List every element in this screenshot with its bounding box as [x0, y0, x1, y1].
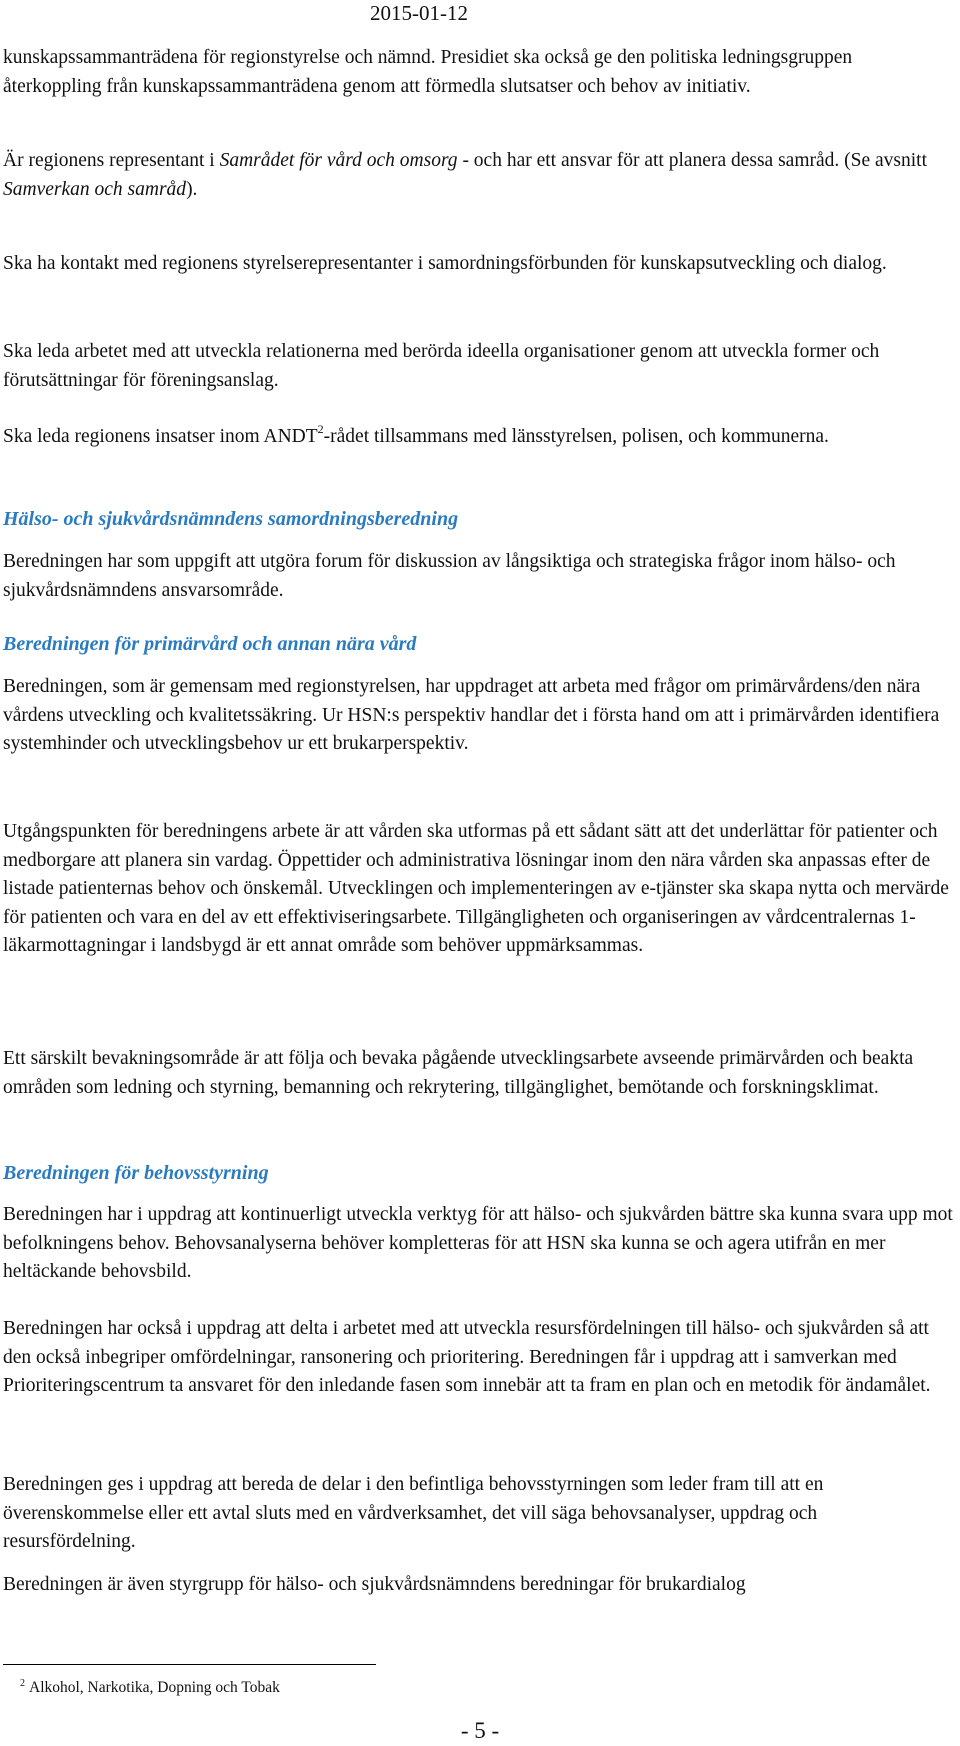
footnote-reference: 2 — [317, 422, 324, 436]
paragraph-10: Beredningen har i uppdrag att kontinuerligt utveckla verktyg för att hälso- och sjukvården bättre ska kunna svara upp mot befolkningens behov. Behovsanalyserna behöver kompletteras för att HSN ska kunna se och agera utifrån en mer heltäckande behovsbild. — [3, 1204, 953, 1282]
page-number: - 5 - — [460, 1718, 500, 1743]
paragraph-2: Är regionens representant i Samrådet för vård och omsorg - och har ett ansvar för att planera dessa samråd. (Se avsnitt Samverkan och samråd). — [3, 150, 928, 200]
heading-primarvard: Beredningen för primärvård och annan nära vård — [3, 633, 417, 655]
heading-samordningsberedning: Hälso- och sjukvårdsnämndens samordningsberedning — [3, 508, 459, 530]
footnote-number: 2 — [20, 1678, 25, 1689]
paragraph-7: Beredningen, som är gemensam med regionstyrelsen, har uppdraget att arbeta med frågor om primärvårdens/den nära vårdens utveckling och kvalitetssäkring. Ur HSN:s perspektiv handlar det i första hand om att i primärvården identifiera systemhinder och utvecklingsbehov ur ett brukarperspektiv. — [3, 676, 940, 754]
heading-behovsstyrning: Beredningen för behovsstyrning — [3, 1162, 269, 1184]
header-date: 2015-01-12 — [370, 1, 468, 25]
paragraph-12: Beredningen ges i uppdrag att bereda de delar i den befintliga behovsstyrningen som leder fram till att en överenskommelse eller ett avtal sluts med en vårdverksamhet, det vill säga behovsanalyser, uppdrag och resursfördelning. — [3, 1474, 824, 1552]
paragraph-13: Beredningen är även styrgrupp för hälso- och sjukvårdsnämndens beredningar för brukardialog — [3, 1574, 746, 1595]
paragraph-3: Ska ha kontakt med regionens styrelserepresentanter i samordningsförbunden för kunskapsutveckling och dialog. — [3, 253, 887, 274]
footnote — [20, 1674, 280, 1698]
paragraph-1: kunskapssammanträdena för regionstyrelse och nämnd. Presidiet ska också ge den politiska ledningsgruppen återkoppling från kunskapssammanträdena genom att förmedla slutsatser och behov av initiativ. — [3, 47, 853, 97]
paragraph-8: Utgångspunkten för beredningens arbete är att vården ska utformas på ett sådant sätt att det underlättar för patienter och medborgare att planera sin vardag. Öppettider och administrativa lösningar inom den nära vården ska anpassas efter de listade patienternas behov och önskemål. Utvecklingen och implementeringen av e-tjänster ska skapa nytta och mervärde för patienten och vara en del av ett effektiviseringsarbete. Tillgängligheten och organiseringen av vårdcentralernas 1-läkarmottagningar i landsbygd är ett annat område som behöver uppmärksammas. — [3, 821, 949, 956]
paragraph-5: Ska leda regionens insatser inom ANDT$^2$-rådet tillsammans med länsstyrelsen, polisen, och kommunerna. — [3, 422, 829, 447]
footnote-text: Alkohol, Narkotika, Dopning och Tobak — [29, 1679, 280, 1696]
paragraph-6: Beredningen har som uppgift att utgöra forum för diskussion av långsiktiga och strategiska frågor inom hälso- och sjukvårdsnämndens ansvarsområde. — [3, 551, 896, 601]
footnote-divider — [3, 1664, 376, 1665]
paragraph-9: Ett särskilt bevakningsområde är att följa och bevaka pågående utvecklingsarbete avseende primärvården och beakta områden som ledning och styrning, bemanning och rekrytering, tillgänglighet, bemötande och forskningsklimat. — [3, 1048, 914, 1098]
paragraph-4: Ska leda arbetet med att utveckla relationerna med berörda ideella organisationer genom att utveckla former och förutsättningar för föreningsanslag. — [3, 341, 880, 391]
paragraph-11: Beredningen har också i uppdrag att delta i arbetet med att utveckla resursfördelningen till hälso- och sjukvården så att den också inbegriper omfördelningar, ransonering och prioritering. Beredningen får i uppdrag att i samverkan med Prioriteringscentrum ta ansvaret för den inledande fasen som innebär att ta fram en plan och en metodik för ändamålet. — [3, 1318, 931, 1396]
